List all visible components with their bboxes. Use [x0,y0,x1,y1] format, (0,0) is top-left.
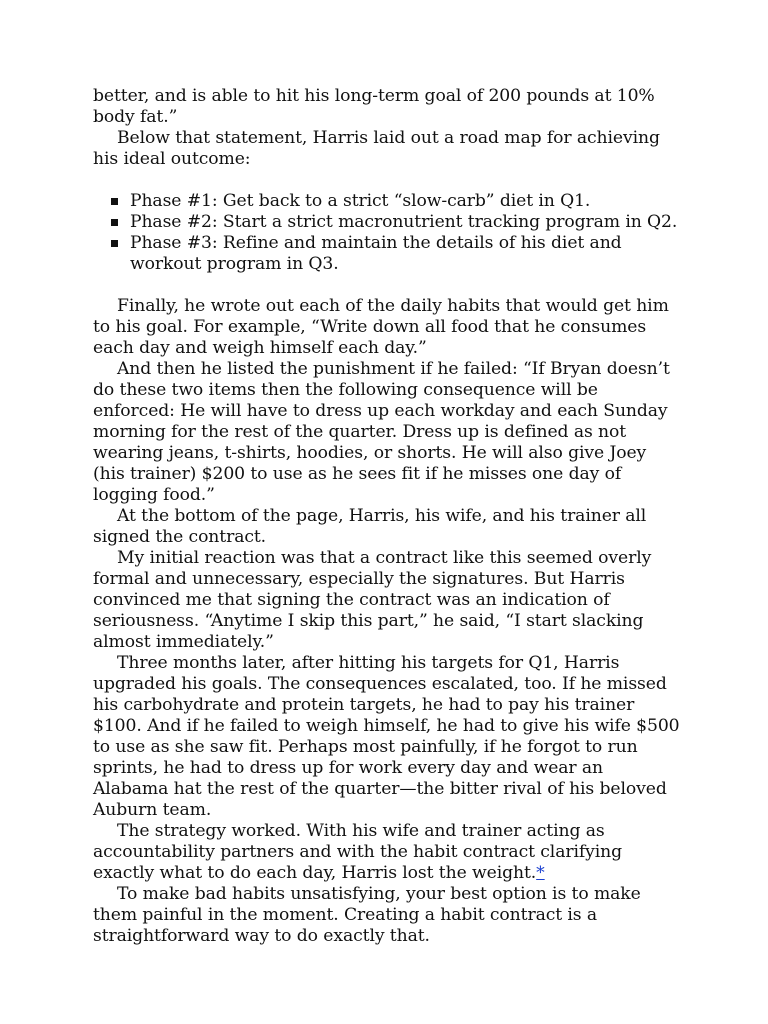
paragraph-initial-reaction: My initial reaction was that a contract like this seemed overly formal and unnecessary, especially the signatures. But Harris convinced me that signing the contract was an indication of seriousness. “Anytime I skip this part,” he said, “I start slacking almost immediately.” [93,548,652,652]
paragraph-signatures: At the bottom of the page, Harris, his wife, and his trainer all signed the contract. [93,506,647,547]
paragraph-closing: To make bad habits unsatisfying, your best option is to make them painful in the moment. Creating a habit contract is a straightforward way to do exactly that. [93,884,641,946]
document-page [93,86,683,947]
paragraph-strategy-worked [93,821,683,884]
footnote-link[interactable]: * [536,863,545,883]
square-bullet-icon [111,219,118,226]
list-item-text: Phase #1: Get back to a strict “slow-carb” diet in Q1. [130,191,591,211]
square-bullet-icon [111,240,118,247]
list-item [93,212,683,233]
paragraph-goal-end: better, and is able to hit his long-term goal of 200 pounds at 10% body fat.” [93,86,655,127]
paragraph-three-months-later: Three months later, after hitting his targets for Q1, Harris upgraded his goals. The consequences escalated, too. If he missed his carbohydrate and protein targets, he had to pay his trainer $100. And if he failed to weigh himself, he had to give his wife $500 to use as she saw fit. Perhaps most painfully, if he forgot to run sprints, he had to dress up for work every day and wear an Alabama hat the rest of the quarter—the bitter rival of his beloved Auburn team. [93,653,680,820]
paragraph-punishment: And then he listed the punishment if he failed: “If Bryan doesn’t do these two items then the following consequence will be enforced: He will have to dress up each workday and each Sunday morning for the rest of the quarter. Dress up is defined as not wearing jeans, t-shirts, hoodies, or shorts. He will also give Joey (his trainer) $200 to use as he sees fit if he misses one day of logging food.” [93,359,670,505]
square-bullet-icon [111,198,118,205]
paragraph-daily-habits: Finally, he wrote out each of the daily habits that would get him to his goal. For example, “Write down all food that he consumes each day and weigh himself each day.” [93,296,669,358]
strategy-text: The strategy worked. With his wife and trainer acting as accountability partners and with the habit contract clarifying exactly what to do each day, Harris lost the weight. [93,821,622,883]
phase-list [93,191,683,275]
list-item-text: Phase #2: Start a strict macronutrient tracking program in Q2. [130,212,678,232]
list-item [93,191,683,212]
list-item-text: Phase #3: Refine and maintain the details of his diet and workout program in Q3. [130,233,622,274]
paragraph-road-map-intro: Below that statement, Harris laid out a road map for achieving his ideal outcome: [93,128,660,169]
list-item [93,233,683,275]
